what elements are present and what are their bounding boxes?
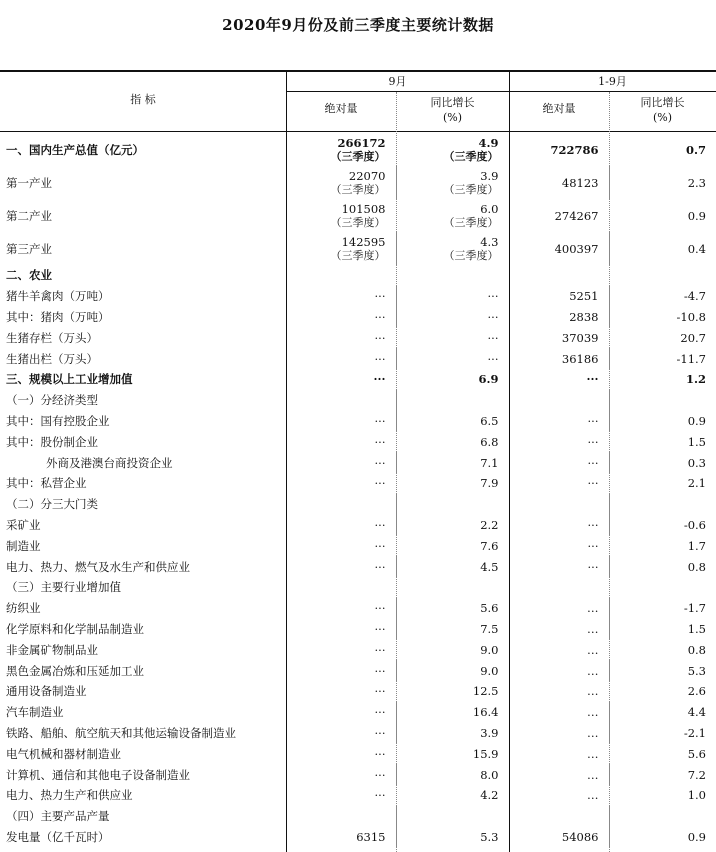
month-yoy-cell: 9.0 bbox=[396, 660, 509, 681]
header-top-rule bbox=[0, 70, 716, 72]
ytd-yoy-cell: 0.9 bbox=[687, 413, 706, 428]
ytd-abs-cell: … bbox=[509, 702, 609, 723]
ytd-abs-cell: ··· bbox=[509, 431, 609, 452]
month-yoy-cell: ··· bbox=[396, 286, 509, 307]
ytd-abs-cell: … bbox=[509, 785, 609, 806]
month-abs-cell-note: （三季度） bbox=[330, 149, 386, 163]
month-abs-cell: ··· bbox=[286, 723, 396, 744]
row-label: 一、国内生产总值（亿元） bbox=[0, 133, 286, 166]
row-label: 其中：私营企业 bbox=[0, 473, 286, 494]
ytd-yoy-cell: 7.2 bbox=[687, 767, 706, 782]
ytd-yoy-cell: 0.3 bbox=[687, 455, 706, 470]
month-abs-cell: ··· bbox=[286, 348, 396, 369]
ytd-abs-cell bbox=[509, 390, 609, 411]
month-abs-cell: ··· bbox=[286, 369, 396, 390]
ytd-yoy-cell bbox=[609, 390, 716, 411]
header-ytd-abs: 绝对量 bbox=[542, 102, 576, 115]
ytd-yoy-cell: 4.4 bbox=[687, 705, 706, 720]
month-abs-cell: ··· bbox=[286, 473, 396, 494]
ytd-yoy-cell: 1.7 bbox=[687, 538, 706, 553]
month-abs-cell bbox=[286, 133, 396, 166]
month-yoy-cell: ··· bbox=[396, 348, 509, 369]
month-yoy-cell: 6.9 bbox=[396, 369, 509, 390]
row-label: 其中：国有控股企业 bbox=[0, 411, 286, 432]
ytd-yoy-cell: -0.6 bbox=[683, 517, 706, 532]
month-yoy-cell: 6.5 bbox=[396, 411, 509, 432]
ytd-yoy-cell: -10.8 bbox=[676, 309, 706, 324]
month-yoy-cell bbox=[396, 133, 509, 166]
month-yoy-cell bbox=[396, 199, 509, 232]
row-label: 猪牛羊禽肉（万吨） bbox=[0, 286, 286, 307]
ytd-yoy-cell: 0.9 bbox=[687, 208, 706, 223]
month-abs-cell: ··· bbox=[286, 535, 396, 556]
ytd-yoy-cell: -2.1 bbox=[683, 725, 706, 740]
row-label: 纺织业 bbox=[0, 598, 286, 619]
ytd-yoy-cell: 1.5 bbox=[687, 434, 706, 449]
table-row bbox=[0, 199, 716, 232]
month-yoy-cell: 6.8 bbox=[396, 431, 509, 452]
month-yoy-cell: ··· bbox=[396, 327, 509, 348]
row-label: 化学原料和化学制品制造业 bbox=[0, 619, 286, 640]
table-row bbox=[0, 743, 716, 764]
month-yoy-cell: 12.5 bbox=[396, 681, 509, 702]
row-label: 计算机、通信和其他电子设备制造业 bbox=[0, 764, 286, 785]
header-month-yoy-unit: (%) bbox=[442, 111, 463, 124]
table-row bbox=[0, 494, 716, 515]
month-abs-cell bbox=[286, 494, 396, 515]
month-abs-cell bbox=[286, 390, 396, 411]
ytd-abs-cell: … bbox=[509, 764, 609, 785]
header-month: 9月 bbox=[388, 75, 407, 88]
month-yoy-cell: 7.1 bbox=[396, 452, 509, 473]
row-label: 黑色金属冶炼和压延加工业 bbox=[0, 660, 286, 681]
month-abs-cell bbox=[286, 199, 396, 232]
header-month-yoy-label: 同比增长 bbox=[430, 96, 475, 109]
month-yoy-cell: 15.9 bbox=[396, 743, 509, 764]
table-row bbox=[0, 327, 716, 348]
ytd-yoy-cell: 0.7 bbox=[685, 142, 706, 157]
ytd-abs-cell: ··· bbox=[509, 411, 609, 432]
month-yoy-cell: 9.0 bbox=[396, 639, 509, 660]
table-row bbox=[0, 785, 716, 806]
month-abs-cell bbox=[286, 577, 396, 598]
ytd-yoy-cell: 2.3 bbox=[687, 175, 706, 190]
ytd-abs-cell: … bbox=[509, 681, 609, 702]
ytd-yoy-cell: -4.7 bbox=[683, 289, 706, 304]
month-abs-cell: ··· bbox=[286, 556, 396, 577]
row-label: 二、农业 bbox=[0, 265, 286, 286]
month-abs-cell: ··· bbox=[286, 431, 396, 452]
table-row bbox=[0, 452, 716, 473]
month-abs-cell: ··· bbox=[286, 598, 396, 619]
ytd-abs-cell: 54086 bbox=[509, 827, 609, 848]
month-yoy-cell: 3.9 bbox=[396, 723, 509, 744]
page-title: 2020年9月份及前三季度主要统计数据 bbox=[222, 16, 494, 34]
ytd-abs-cell: … bbox=[509, 639, 609, 660]
row-label: 汽车制造业 bbox=[0, 702, 286, 723]
ytd-yoy-cell: 20.7 bbox=[680, 330, 706, 345]
month-yoy-cell bbox=[396, 265, 509, 286]
table-row bbox=[0, 286, 716, 307]
month-yoy-cell: 4.2 bbox=[396, 785, 509, 806]
row-label: 非金属矿物制品业 bbox=[0, 639, 286, 660]
month-abs-cell: ··· bbox=[286, 660, 396, 681]
row-label: 第三产业 bbox=[0, 232, 286, 265]
ytd-abs-cell: ··· bbox=[509, 556, 609, 577]
month-abs-cell: ··· bbox=[286, 702, 396, 723]
row-label: 采矿业 bbox=[0, 515, 286, 536]
table-row bbox=[0, 390, 716, 411]
table-row bbox=[0, 411, 716, 432]
stats-table bbox=[0, 133, 716, 847]
ytd-yoy-cell: -11.7 bbox=[676, 351, 706, 366]
table-row bbox=[0, 639, 716, 660]
month-abs-cell: 6315 bbox=[286, 827, 396, 848]
month-abs-cell: ··· bbox=[286, 743, 396, 764]
month-yoy-cell-value: 4.3 bbox=[480, 234, 499, 249]
stats-table-body bbox=[0, 133, 716, 847]
ytd-yoy-cell: 0.9 bbox=[687, 829, 706, 844]
month-yoy-cell-note: （三季度） bbox=[443, 215, 499, 229]
month-abs-cell bbox=[286, 265, 396, 286]
row-label: 第二产业 bbox=[0, 199, 286, 232]
month-yoy-cell: 5.6 bbox=[396, 598, 509, 619]
ytd-yoy-cell: 0.8 bbox=[687, 559, 706, 574]
month-yoy-cell: 2.2 bbox=[396, 515, 509, 536]
month-yoy-cell: 16.4 bbox=[396, 702, 509, 723]
ytd-abs-cell: 37039 bbox=[509, 327, 609, 348]
row-label: （一）分经济类型 bbox=[0, 390, 286, 411]
month-yoy-cell bbox=[396, 494, 509, 515]
ytd-abs-cell bbox=[509, 577, 609, 598]
row-label: 电气机械和器材制造业 bbox=[0, 743, 286, 764]
table-row bbox=[0, 431, 716, 452]
table-row bbox=[0, 348, 716, 369]
month-abs-cell: ··· bbox=[286, 764, 396, 785]
row-label: 其中：股份制企业 bbox=[0, 431, 286, 452]
header-ytd-yoy-unit: (%) bbox=[652, 111, 673, 124]
month-yoy-cell bbox=[396, 390, 509, 411]
month-yoy-cell: 4.5 bbox=[396, 556, 509, 577]
table-row bbox=[0, 577, 716, 598]
month-abs-cell bbox=[286, 232, 396, 265]
row-label: 发电量（亿千瓦时） bbox=[0, 827, 286, 848]
month-abs-cell: ··· bbox=[286, 307, 396, 328]
month-abs-cell-note: （三季度） bbox=[330, 215, 386, 229]
row-label: 其中：猪肉（万吨） bbox=[0, 307, 286, 328]
ytd-abs-cell: … bbox=[509, 619, 609, 640]
table-row bbox=[0, 133, 716, 166]
ytd-abs-cell: … bbox=[509, 743, 609, 764]
table-row bbox=[0, 598, 716, 619]
month-yoy-cell: 8.0 bbox=[396, 764, 509, 785]
row-label: （四）主要产品产量 bbox=[0, 806, 286, 827]
table-row bbox=[0, 806, 716, 827]
table-row bbox=[0, 535, 716, 556]
row-label: （三）主要行业增加值 bbox=[0, 577, 286, 598]
month-abs-cell bbox=[286, 166, 396, 199]
month-abs-cell: ··· bbox=[286, 286, 396, 307]
ytd-abs-cell: 274267 bbox=[509, 199, 609, 232]
ytd-abs-cell bbox=[509, 265, 609, 286]
ytd-yoy-cell bbox=[609, 806, 716, 827]
month-yoy-cell-note: （三季度） bbox=[443, 182, 499, 196]
row-label: 制造业 bbox=[0, 535, 286, 556]
table-row bbox=[0, 764, 716, 785]
month-yoy-cell bbox=[396, 577, 509, 598]
ytd-yoy-cell bbox=[609, 265, 716, 286]
header-month-yoy bbox=[396, 95, 509, 125]
table-row bbox=[0, 660, 716, 681]
month-abs-cell: ··· bbox=[286, 785, 396, 806]
row-label: 三、规模以上工业增加值 bbox=[0, 369, 286, 390]
month-yoy-cell bbox=[396, 166, 509, 199]
month-abs-cell: ··· bbox=[286, 619, 396, 640]
header-ytd-yoy bbox=[609, 95, 716, 125]
month-abs-cell: ··· bbox=[286, 452, 396, 473]
ytd-yoy-cell: 0.4 bbox=[687, 241, 706, 256]
month-abs-cell: ··· bbox=[286, 681, 396, 702]
table-row bbox=[0, 702, 716, 723]
month-abs-cell: ··· bbox=[286, 515, 396, 536]
table-row bbox=[0, 307, 716, 328]
header-ytd-yoy-label: 同比增长 bbox=[640, 96, 685, 109]
ytd-abs-cell: … bbox=[509, 723, 609, 744]
ytd-abs-cell: ··· bbox=[509, 452, 609, 473]
row-label: 第一产业 bbox=[0, 166, 286, 199]
ytd-abs-cell: 400397 bbox=[509, 232, 609, 265]
ytd-abs-cell bbox=[509, 494, 609, 515]
ytd-abs-cell: ··· bbox=[509, 535, 609, 556]
ytd-abs-cell: 722786 bbox=[509, 133, 609, 166]
month-yoy-cell-note: （三季度） bbox=[443, 149, 499, 163]
table-row bbox=[0, 265, 716, 286]
row-label: 外商及港澳台商投资企业 bbox=[0, 452, 286, 473]
month-yoy-cell bbox=[396, 806, 509, 827]
table-row bbox=[0, 556, 716, 577]
ytd-yoy-cell: 1.0 bbox=[687, 788, 706, 803]
month-abs-cell-value: 22070 bbox=[348, 168, 386, 183]
month-yoy-cell-value: 4.9 bbox=[478, 135, 499, 150]
ytd-abs-cell: … bbox=[509, 598, 609, 619]
row-label: 生猪出栏（万头） bbox=[0, 348, 286, 369]
month-yoy-cell: ··· bbox=[396, 307, 509, 328]
table-row bbox=[0, 515, 716, 536]
ytd-yoy-cell bbox=[609, 577, 716, 598]
table-row bbox=[0, 166, 716, 199]
header-mid-rule bbox=[286, 91, 716, 92]
ytd-abs-cell: 2838 bbox=[509, 307, 609, 328]
month-abs-cell-note: （三季度） bbox=[330, 182, 386, 196]
header-ytd: 1-9月 bbox=[598, 75, 627, 88]
month-yoy-cell: 5.3 bbox=[396, 827, 509, 848]
month-yoy-cell: 7.9 bbox=[396, 473, 509, 494]
header-indicator: 指 标 bbox=[130, 93, 156, 106]
month-yoy-cell: 7.5 bbox=[396, 619, 509, 640]
month-abs-cell: ··· bbox=[286, 639, 396, 660]
row-label: （二）分三大门类 bbox=[0, 494, 286, 515]
table-row bbox=[0, 681, 716, 702]
month-abs-cell: ··· bbox=[286, 411, 396, 432]
ytd-yoy-cell: -1.7 bbox=[683, 601, 706, 616]
ytd-abs-cell: ··· bbox=[509, 369, 609, 390]
ytd-yoy-cell: 1.2 bbox=[685, 372, 706, 387]
table-row bbox=[0, 232, 716, 265]
ytd-abs-cell: 48123 bbox=[509, 166, 609, 199]
ytd-yoy-cell: 0.8 bbox=[687, 642, 706, 657]
table-row bbox=[0, 723, 716, 744]
ytd-abs-cell: 5251 bbox=[509, 286, 609, 307]
ytd-yoy-cell: 1.5 bbox=[687, 621, 706, 636]
ytd-abs-cell: ··· bbox=[509, 515, 609, 536]
ytd-abs-cell: … bbox=[509, 660, 609, 681]
ytd-abs-cell: 36186 bbox=[509, 348, 609, 369]
month-abs-cell-value: 101508 bbox=[341, 201, 386, 216]
table-row bbox=[0, 619, 716, 640]
month-abs-cell-value: 142595 bbox=[341, 234, 386, 249]
month-yoy-cell-value: 6.0 bbox=[480, 201, 499, 216]
row-label: 电力、热力、燃气及水生产和供应业 bbox=[0, 556, 286, 577]
row-label: 生猪存栏（万头） bbox=[0, 327, 286, 348]
month-abs-cell-note: （三季度） bbox=[330, 248, 386, 262]
ytd-yoy-cell: 2.1 bbox=[687, 476, 706, 491]
month-abs-cell bbox=[286, 806, 396, 827]
table-row bbox=[0, 827, 716, 848]
row-label: 通用设备制造业 bbox=[0, 681, 286, 702]
month-yoy-cell-value: 3.9 bbox=[480, 168, 499, 183]
row-label: 电力、热力生产和供应业 bbox=[0, 785, 286, 806]
table-row bbox=[0, 369, 716, 390]
month-abs-cell: ··· bbox=[286, 327, 396, 348]
ytd-yoy-cell: 5.3 bbox=[687, 663, 706, 678]
month-yoy-cell bbox=[396, 232, 509, 265]
ytd-yoy-cell: 5.6 bbox=[687, 746, 706, 761]
month-yoy-cell-note: （三季度） bbox=[443, 248, 499, 262]
ytd-abs-cell bbox=[509, 806, 609, 827]
table-row bbox=[0, 473, 716, 494]
ytd-abs-cell: ··· bbox=[509, 473, 609, 494]
ytd-yoy-cell: 2.6 bbox=[687, 684, 706, 699]
ytd-yoy-cell bbox=[609, 494, 716, 515]
header-month-abs: 绝对量 bbox=[324, 102, 358, 115]
month-abs-cell-value: 266172 bbox=[337, 135, 386, 150]
row-label: 铁路、船舶、航空航天和其他运输设备制造业 bbox=[0, 723, 286, 744]
month-yoy-cell: 7.6 bbox=[396, 535, 509, 556]
